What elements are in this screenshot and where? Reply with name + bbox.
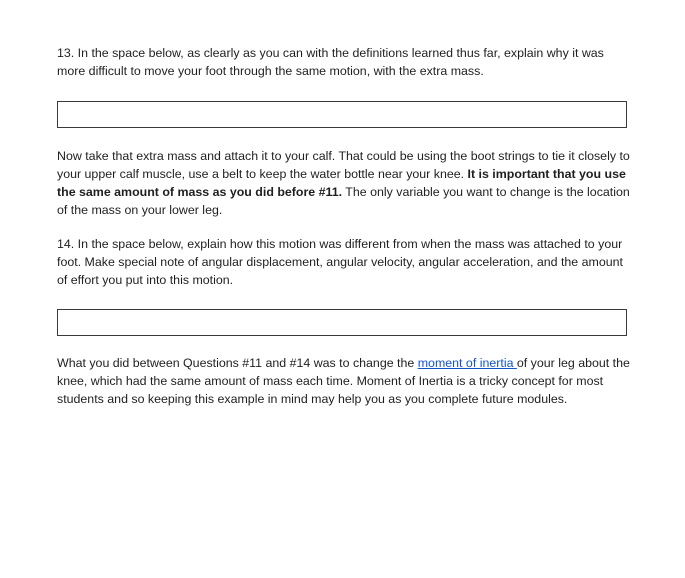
closing-paragraph <box>57 354 631 408</box>
answer-box-q14[interactable] <box>57 309 627 336</box>
question-14 <box>57 235 631 289</box>
instructions-text-2: The only variable you want to change is the location of the mass on your lower leg. <box>57 185 630 217</box>
question-13-text: 13. In the space below, as clearly as you can with the definitions learned thus far, explain why it was more difficult to move your foot through the same motion, with the extra mass. <box>57 46 604 78</box>
question-14-text: 14. In the space below, explain how this motion was different from when the mass was attached to your foot. Make special note of angular displacement, angular velocity, angular acceleration, and the amount of effort you put into this motion. <box>57 237 623 287</box>
instructions-bold-text: It is important that you use the same amount of mass as you did before #11. <box>57 167 626 199</box>
question-13 <box>57 44 631 80</box>
answer-box-q13[interactable] <box>57 101 627 128</box>
instructions-text-1: Now take that extra mass and attach it to your calf. That could be using the boot strings to tie it closely to your upper calf muscle, use a belt to keep the water bottle near your knee. <box>57 149 630 181</box>
closing-text-1: What you did between Questions #11 and #14 was to change the <box>57 356 418 370</box>
moment-of-inertia-link[interactable]: moment of inertia <box>417 356 517 370</box>
closing-text-2: of your leg about the knee, which had the same amount of mass each time. Moment of Inertia is a tricky concept for most students and so keeping this example in mind may help you as you complete future modules. <box>57 356 630 406</box>
instructions-paragraph <box>57 147 631 219</box>
